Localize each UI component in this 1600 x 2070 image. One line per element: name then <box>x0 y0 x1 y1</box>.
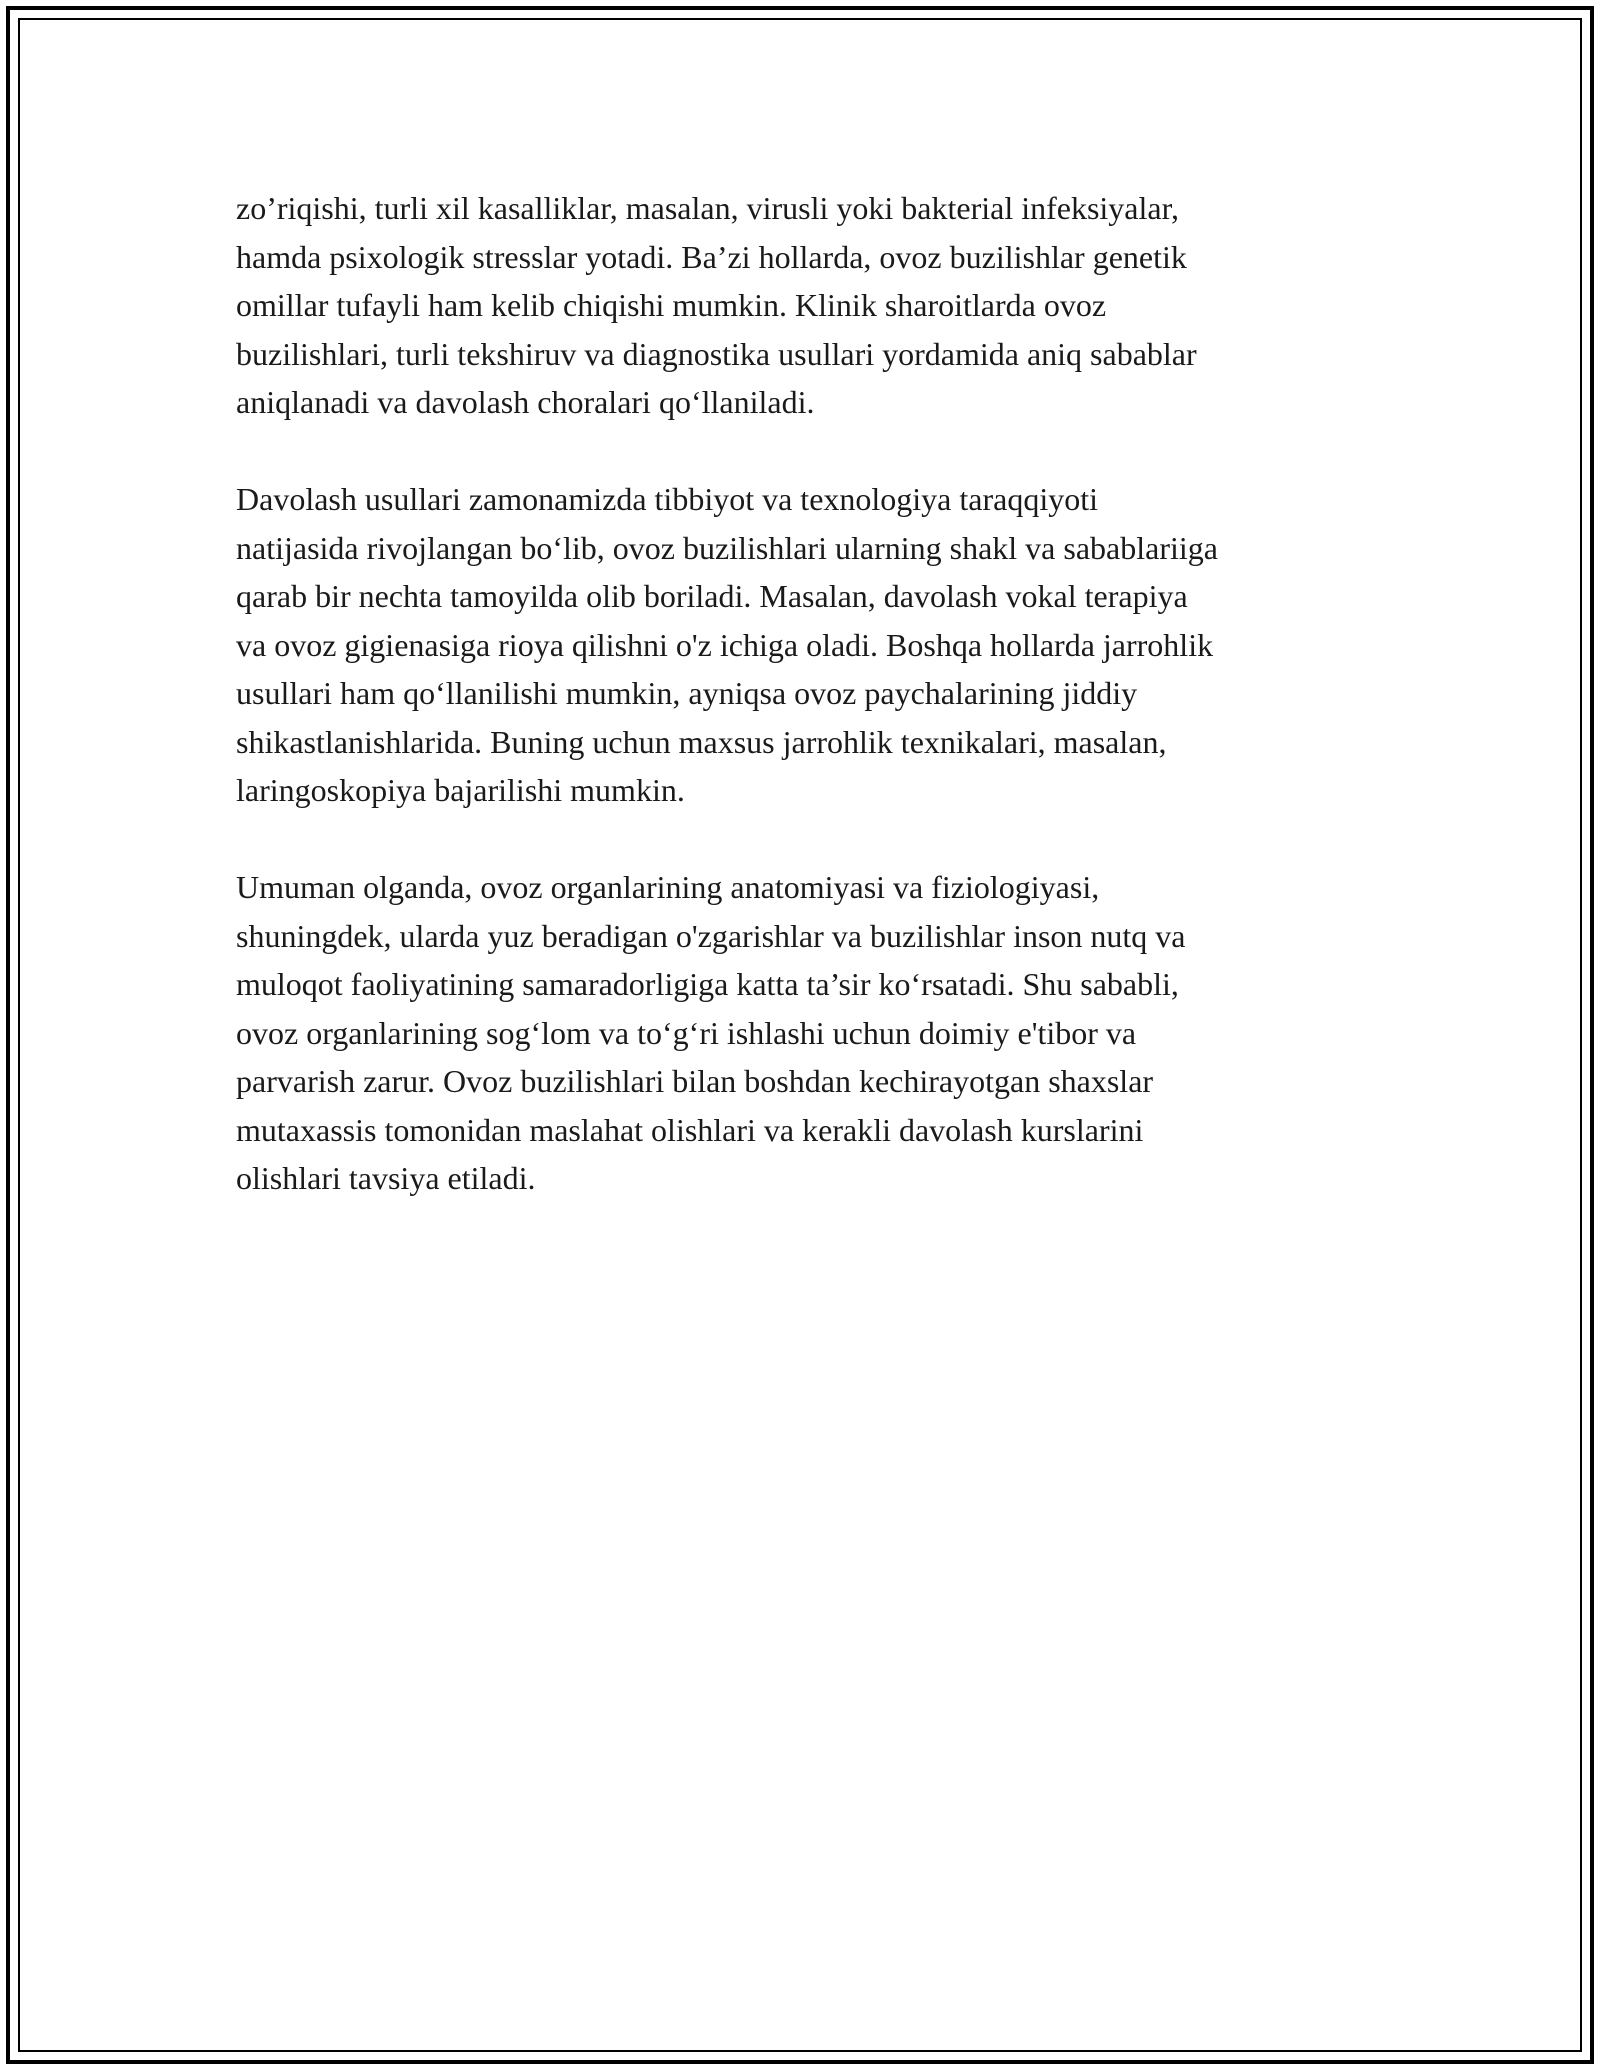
text-line: va ovoz gigienasiga rioya qilishni o'z ichiga oladi. Boshqa hollarda jarrohlik <box>236 626 1214 663</box>
text-line: parvarish zarur. Ovoz buzilishlari bilan boshdan kechirayotgan shaxslar <box>236 1063 1154 1099</box>
text-line: buzilishlari, turli tekshiruv va diagnostika usullari yordamida aniq sabablar <box>236 335 1197 372</box>
text-line: zo’riqishi, turli xil kasalliklar, masalan, virusli yoki bakterial infeksiyalar, <box>236 190 1179 226</box>
text-line: Umuman olganda, ovoz organlarining anatomiyasi va fiziologiyasi, <box>236 869 1100 905</box>
text-line: usullari ham qo‘llanilishi mumkin, ayniqsa ovoz paychalarining jiddiy <box>236 675 1138 711</box>
text-line: aniqlanadi va davolash choralari qo‘llaniladi. <box>236 384 815 420</box>
text-line: qarab bir nechta tamoyilda olib boriladi. Masalan, davolash vokal terapiya <box>236 578 1188 614</box>
text-line: muloqot faoliyatining samaradorligiga katta ta’sir ko‘rsatadi. Shu sababli, <box>236 966 1179 1002</box>
text-line: olishlari tavsiya etiladi. <box>236 1160 536 1196</box>
text-line: natijasida rivojlangan bo‘lib, ovoz buzilishlari ularning shakl va sabablariiga <box>236 529 1218 566</box>
text-line: Davolash usullari zamonamizda tibbiyot va texnologiya taraqqiyoti <box>236 481 1098 517</box>
paragraph-3 <box>236 863 1386 1203</box>
text-line: hamda psixologik stresslar yotadi. Ba’zi hollarda, ovoz buzilishlar genetik <box>236 238 1187 275</box>
text-line: laringoskopiya bajarilishi mumkin. <box>236 772 685 808</box>
text-line: shikastlanishlarida. Buning uchun maxsus jarrohlik texnikalari, masalan, <box>236 723 1167 760</box>
paragraph-1 <box>236 184 1386 427</box>
text-line: omillar tufayli ham kelib chiqishi mumkin. Klinik sharoitlarda ovoz <box>236 287 1107 323</box>
paragraph-2 <box>236 475 1386 815</box>
document-body <box>236 184 1386 1251</box>
text-line: mutaxassis tomonidan maslahat olishlari va kerakli davolash kurslarini <box>236 1111 1144 1148</box>
text-line: ovoz organlarining sog‘lom va to‘g‘ri ishlashi uchun doimiy e'tibor va <box>236 1014 1137 1051</box>
text-line: shuningdek, ularda yuz beradigan o'zgarishlar va buzilishlar inson nutq va <box>236 917 1186 954</box>
